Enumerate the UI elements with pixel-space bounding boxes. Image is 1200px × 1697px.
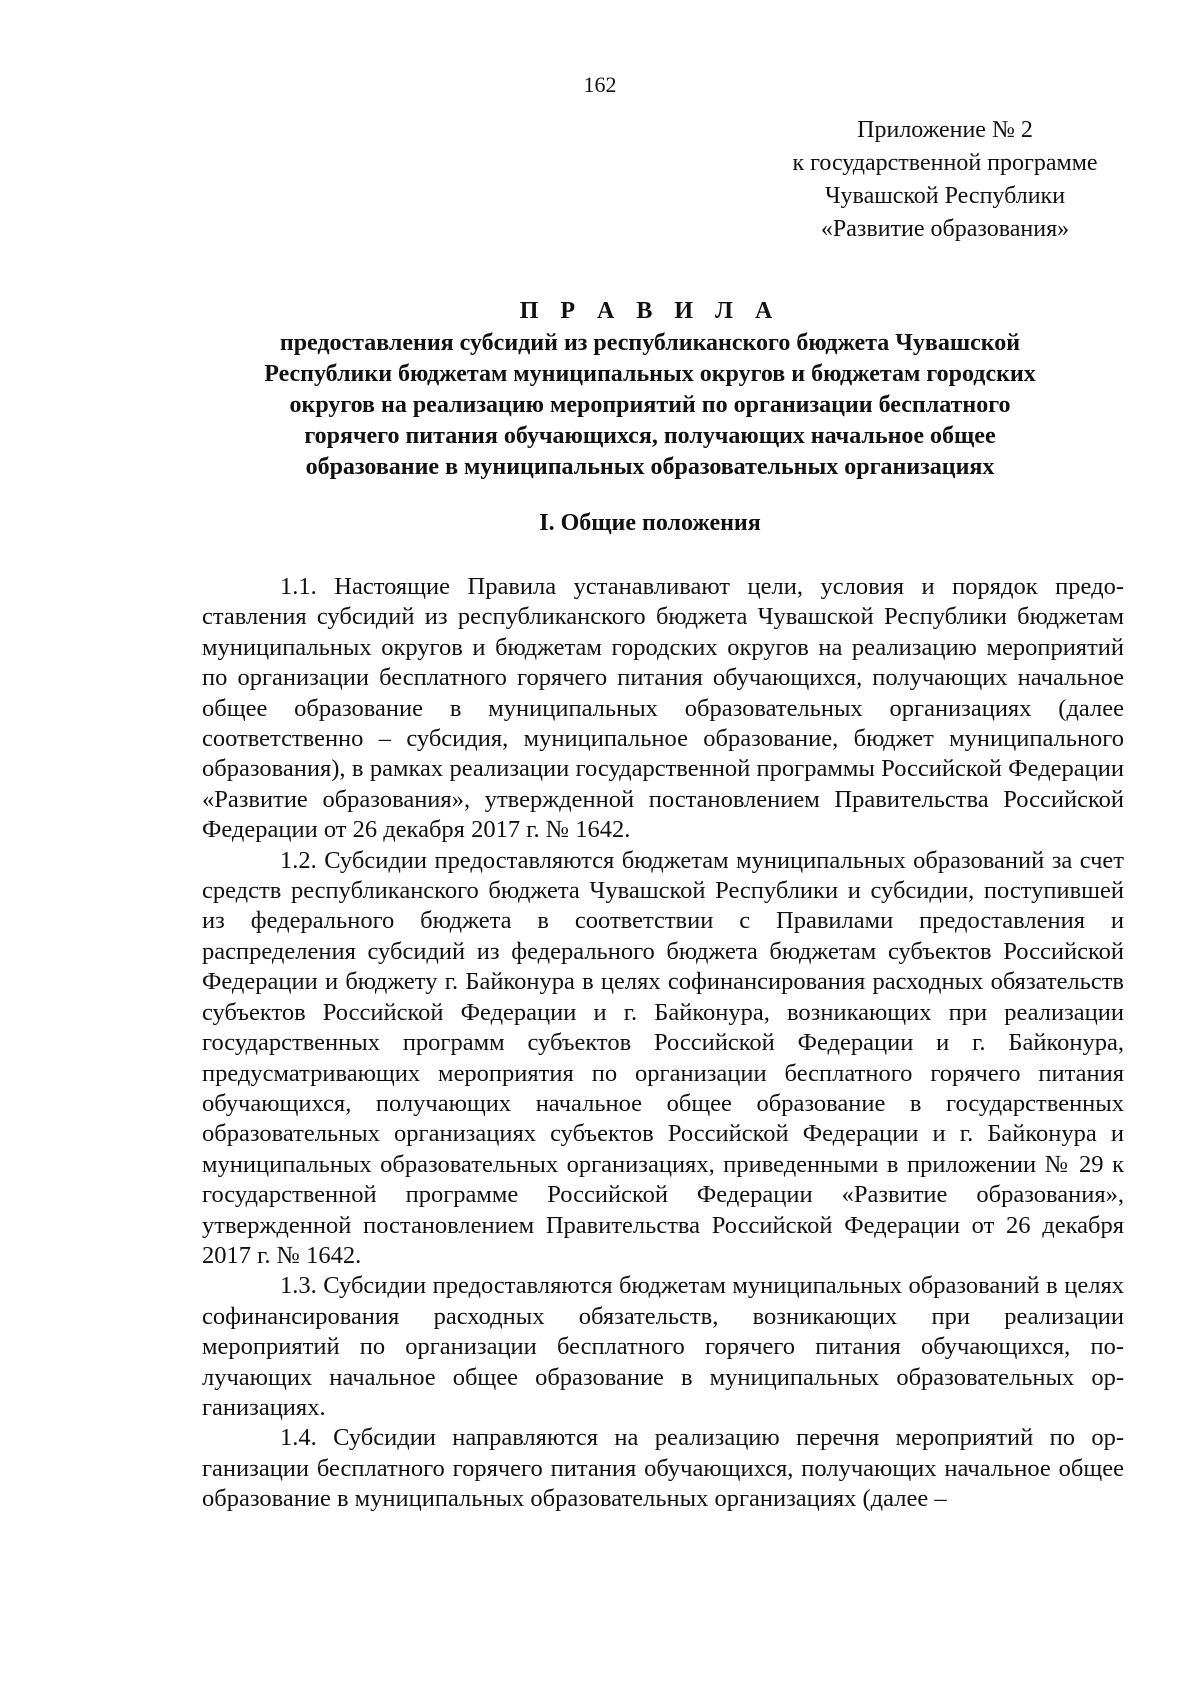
appendix-line: к государственной программе — [792, 150, 1098, 176]
title-subtitle-line: округов на реализацию мероприятий по организации бесплатного — [289, 392, 1011, 418]
appendix-line: Чувашской Республики — [824, 183, 1066, 209]
title-subtitle-line: образование в муниципальных образовательных организациях — [305, 454, 995, 480]
paragraph-1-1: 1.1. Настоящие Правила устанавливают цели, условия и порядок предоставления субсидий из республиканского бюджета Чувашской Республики бюджетам муниципальных округов и бюджетам городских округов на реализацию мероприятий по организации бесплатного горячего питания обучающихся, получающих начальное общее образование в муниципальных образовательных организациях (далее соответственно – субсидия, муниципальное образование, бюджет муниципального образования), в рамках реализации государственной программы Российской Федерации «Развитие образования», утвержденной постановлением Правительства Российской Федерации от 26 декабря 2017 г. № 1642. — [202, 573, 1124, 844]
appendix-line: «Развитие образования» — [820, 216, 1070, 242]
title-subtitle-line: Республики бюджетам муниципальных округов и бюджетам городских — [264, 361, 1036, 387]
document-title — [200, 296, 1100, 483]
paragraph-1-3: 1.3. Субсидии предоставляются бюджетам муниципальных образований в целях софинансирования расходных обязательств, возникающих при реализации мероприятий по организации бесплатного горячего питания обучающихся, получающих начальное общее образование в муниципальных образовательных организациях. — [202, 1272, 1124, 1421]
title-subtitle — [200, 328, 1100, 483]
page-number: 162 — [583, 72, 617, 97]
paragraph-1-2: 1.2. Субсидии предоставляются бюджетам муниципальных образований за счет средств республиканского бюджета Чувашской Республики и субсидии, поступившей из федерального бюджета в соответствии с Правилами предоставления и распределения субсидий из федерального бюджета бюджетам субъектов Российской Федерации и бюджету г. Байконура в целях софинансирования расходных обязательств субъектов Российской Федерации и г. Байконура, возникающих при реализации государственных программ субъектов Российской Федерации и г. Байконура, предусматривающих мероприятия по организации бесплатного горячего питания обучающихся, получающих начальное общее образование в государственных образовательных организациях субъектов Российской Федерации и г. Байконура и муниципальных образовательных организациях, приведенными в приложении № 29 к государственной программе Российской Федерации «Развитие образования», утвержденной постановлением Правительства Российской Федерации от 26 декабря 2017 г. № 1642. — [202, 846, 1124, 1269]
appendix-line: Приложение № 2 — [857, 117, 1033, 143]
appendix-reference — [760, 114, 1130, 246]
section-heading: I. Общие положения — [539, 510, 761, 536]
title-main: П Р А В И Л А — [519, 298, 781, 324]
section-body — [202, 572, 1124, 1515]
paragraph-1-4: 1.4. Субсидии направляются на реализацию перечня мероприятий по организации бесплатного горячего питания обучающихся, получающих начальное общее образование в муниципальных образовательных организациях (далее – — [202, 1424, 1124, 1513]
title-subtitle-line: горячего питания обучающихся, получающих начальное общее — [304, 423, 996, 449]
title-subtitle-line: предоставления субсидий из республиканского бюджета Чувашской — [279, 330, 1021, 356]
